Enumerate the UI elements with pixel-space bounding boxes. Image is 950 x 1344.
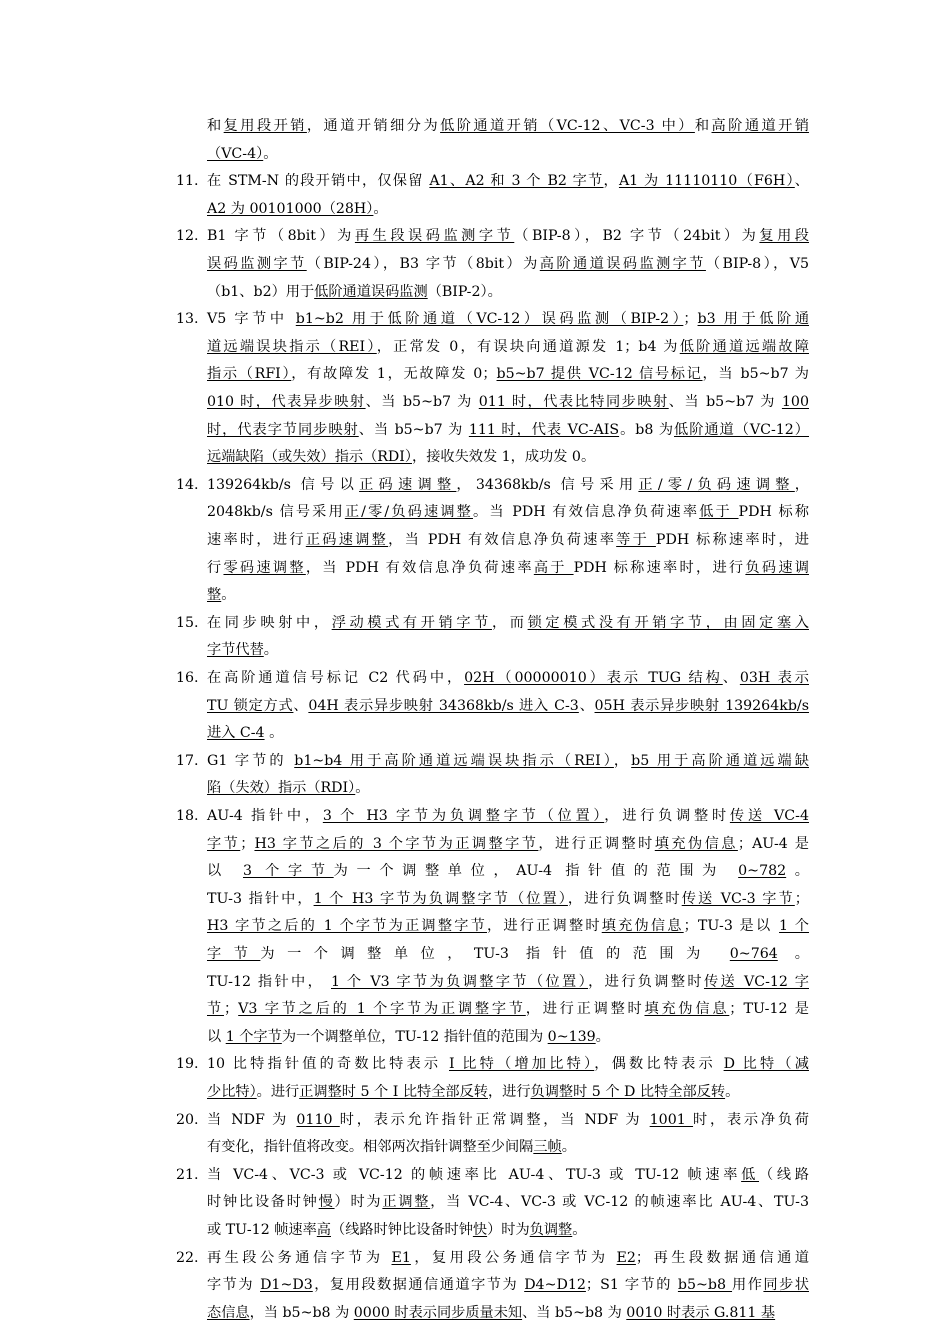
text-run: 当 VC-4、VC-3 或 VC-12 的帧速率比 AU-4、TU-3 或 TU-12 帧速率 [207, 1166, 742, 1183]
text-run: 有变化，指针值将改变。相邻两次指针调整至少间隔 [207, 1139, 534, 1156]
text-run: 行 [207, 559, 224, 576]
text-run: ，当 PDH 有效信息净负荷速率 [305, 559, 534, 576]
underlined-term: 正码速调整 [305, 532, 389, 548]
text-run: 。当 PDH 有效信息净负荷速率 [472, 504, 700, 521]
text-run: 2048kb/s 信号采用 [207, 504, 345, 521]
text-line [207, 254, 809, 274]
text-run: 再生段公务通信字节为 [207, 1249, 392, 1266]
underlined-term: b1~b2 用于低阶通道（VC-12）误码监测（BIP-2） [295, 311, 684, 328]
text-line [207, 1303, 809, 1323]
text-run: 当 NDF 为 [207, 1111, 297, 1128]
list-item-number: 21. [176, 1166, 199, 1183]
underlined-term: 浮动模式有开销字节 [331, 614, 492, 631]
text-line [207, 861, 809, 881]
underlined-term: 03H 表示 [739, 670, 809, 686]
underlined-term: A1 为 11110110（F6H） [618, 173, 795, 190]
text-line [207, 1165, 809, 1185]
text-line [207, 116, 809, 136]
underlined-term: I 比特（增加比特） [449, 1056, 595, 1073]
underlined-term: TU 锁定方式 [207, 697, 294, 714]
list-item-number: 20. [176, 1111, 199, 1128]
underlined-term: 复用段开销 [223, 118, 307, 134]
list-item-number: 14. [176, 476, 199, 493]
underlined-term: 高阶通道误码监测字节 [539, 256, 706, 272]
underlined-term: 慢 [318, 1194, 335, 1211]
underlined-term: D 比特（减 [723, 1056, 809, 1073]
underlined-term: 远端缺陷（或失效）指示（RDI） [207, 449, 412, 466]
text-run: （b1、b2）用于 [207, 283, 315, 300]
text-run: TU-12 指针中， [207, 973, 331, 990]
underlined-term: 节 [207, 1001, 224, 1018]
text-run: 用作 [732, 1277, 764, 1294]
underlined-term: 陷（失效）指示（RDI） [207, 780, 356, 797]
underlined-term: （VC-4） [207, 145, 264, 162]
text-run: 、当 b5~b7 为 [365, 394, 479, 410]
text-run: ，而 [491, 614, 528, 631]
text-run: 139264kb/s 信号以 [207, 476, 360, 493]
text-run: 为一个调整单位，TU-12 指针值的范围为 [281, 1028, 548, 1045]
underlined-term: 负调整时 5 个 D 比特全部反转 [530, 1084, 726, 1100]
underlined-term: 锁定模式没有开销字节，由固定塞入 [527, 614, 809, 631]
underlined-term: 05H 表示异步映射 139264kb/s [594, 697, 809, 714]
underlined-term: 低阶通道开销（VC-12、VC-3 中） [440, 118, 695, 134]
text-line [207, 1110, 809, 1130]
underlined-term: 指示（RFI） [207, 366, 292, 383]
text-run: PDH 标称速率时，进行 [573, 559, 746, 576]
text-line [207, 199, 809, 219]
text-line [207, 751, 809, 771]
text-run: G1 字节的 [207, 752, 295, 769]
text-line [207, 834, 809, 854]
text-run: 在 STM-N 的段开销中，仅保留 [207, 173, 430, 190]
underlined-term: 同步状 [763, 1277, 809, 1294]
underlined-term: 0010 时表示 G.811 基 [626, 1304, 776, 1321]
list-item-number: 19. [176, 1056, 199, 1073]
underlined-term: A1、A2 和 3 个 B2 字节 [429, 173, 604, 190]
text-run: 、当 b5~b8 为 [522, 1304, 627, 1321]
text-run: ；再生段数据通信通道 [635, 1249, 809, 1266]
list-item-number: 15. [176, 614, 199, 631]
underlined-term: 负调整 [529, 1222, 573, 1238]
text-line [207, 723, 809, 743]
text-line [207, 1054, 809, 1074]
underlined-term: V3 字节之后的 1 个字节为正调整字节 [238, 1001, 526, 1018]
text-line [207, 944, 809, 964]
text-run: 时钟比设备时钟 [207, 1194, 319, 1211]
text-line [207, 392, 809, 412]
text-line [207, 916, 809, 936]
text-run: ， [603, 173, 619, 190]
underlined-term: E1 [391, 1249, 411, 1266]
underlined-term: 低阶通道（VC-12） [674, 421, 809, 438]
text-run: 。 [355, 780, 370, 797]
underlined-term: 传送 VC-4 [729, 808, 809, 824]
underlined-term: D1~D3 [260, 1277, 313, 1294]
underlined-term: 1 个 [779, 918, 809, 935]
text-line [207, 1220, 809, 1240]
underlined-term: b1~b4 用于高阶通道远端误块指示（REI） [294, 752, 614, 769]
list-item-number: 16. [176, 670, 199, 686]
underlined-term: 填充伪信息 [644, 1001, 730, 1018]
underlined-term: 传送 VC-12 字 [703, 973, 809, 990]
text-run: 和 [694, 118, 712, 134]
text-run: 。 [777, 946, 809, 962]
text-line [207, 806, 809, 826]
underlined-term: 等于 [616, 532, 656, 548]
text-run: ，正常发 0，有误块向通道源发 1；b4 为 [376, 338, 680, 355]
text-run: 10 比特指针值的奇数比特表示 [207, 1056, 449, 1073]
text-run: 、 [578, 697, 595, 714]
underlined-term: 道远端误块指示（REI） [207, 338, 377, 355]
underlined-term: b5~b7 提供 VC-12 信号标记 [496, 366, 703, 383]
underlined-term: 字节 [207, 835, 241, 852]
text-run: 。 [264, 725, 284, 742]
text-run: ，复用段公务通信字节为 [410, 1249, 617, 1266]
text-run: （线路时钟比设备时钟 [331, 1222, 473, 1238]
underlined-term: 1001 [649, 1111, 694, 1128]
text-line [207, 502, 809, 522]
text-run: ； [683, 311, 698, 328]
underlined-term: 0~139 [547, 1028, 596, 1045]
text-run: 。 [595, 1028, 610, 1045]
underlined-term: E2 [616, 1249, 636, 1266]
text-line [207, 889, 809, 909]
text-run: （线路 [759, 1166, 809, 1183]
text-line [207, 144, 809, 164]
text-line [207, 171, 809, 191]
text-run: AU-4 指针中， [207, 808, 323, 824]
text-run: ，进行正调整时 [538, 835, 655, 852]
text-run: （BIP-2）。 [427, 283, 502, 300]
text-run: ，进行正调整时 [487, 918, 602, 935]
text-run: ；TU-12 是 [729, 1001, 809, 1018]
underlined-term: 3 个字节 [242, 863, 334, 880]
text-line [207, 640, 809, 660]
text-run: 、 [722, 670, 740, 686]
text-run: TU-3 指针中， [207, 890, 314, 907]
underlined-term: 负码速调 [745, 559, 809, 576]
underlined-term: 0~782 [738, 863, 787, 880]
text-line [207, 282, 809, 302]
underlined-term: 时，代表字节同步映射 [207, 421, 359, 438]
text-line [207, 613, 809, 633]
underlined-term: 正/零/负码速调整 [638, 476, 795, 493]
text-run: ，34368kb/s 信号采用 [456, 476, 639, 493]
underlined-term: 1 个 V3 字节为负调整字节（位置） [331, 973, 589, 990]
text-line [207, 778, 809, 798]
text-run: ；TU-3 是以 [683, 918, 780, 935]
text-line [207, 447, 809, 467]
text-run: ，当 b5~b7 为 [702, 366, 809, 383]
list-item-number: 17. [176, 752, 199, 769]
underlined-term: 误码监测字节 [207, 256, 307, 272]
text-run: ， [794, 476, 809, 493]
text-run: ，当 PDH 有效信息净负荷速率 [388, 532, 617, 548]
text-run: （BIP-8），B2 字节（24bit）为 [514, 228, 760, 245]
underlined-term: 111 时，代表 VC-AIS [468, 421, 620, 438]
underlined-term: H3 字节之后的 1 个字节为正调整字节 [207, 918, 487, 935]
text-line [207, 585, 809, 605]
list-item-number: 12. [176, 228, 199, 245]
underlined-term: 字节代替 [207, 642, 264, 659]
underlined-term: 3 个 H3 字节为负调整字节（位置） [322, 808, 605, 824]
text-line [207, 972, 809, 992]
text-line [207, 337, 809, 357]
underlined-term: 1 个 H3 字节为负调整字节（位置） [313, 890, 568, 907]
text-run: ，接收失效发 1，成功发 0。 [412, 449, 596, 466]
text-line [207, 1082, 809, 1102]
underlined-term: 再生段误码监测字节 [354, 228, 515, 245]
text-run: ，复用段数据通信通道字节为 [312, 1277, 525, 1294]
text-run: （BIP-24），B3 字节（8bit）为 [306, 256, 540, 272]
text-line [207, 1275, 809, 1295]
underlined-term: 态信息 [207, 1304, 250, 1321]
text-run: 时，表示允许指针正常调整，当 NDF 为 [339, 1111, 650, 1128]
text-run: 以 [207, 1028, 226, 1045]
list-item-number: 11. [176, 173, 199, 190]
underlined-term: 1 个字节 [225, 1028, 282, 1045]
text-run: 为一个调整单位，TU-3 指针值的范围为 [260, 946, 730, 962]
text-run: （BIP-8），V5 [705, 256, 809, 272]
text-line [207, 558, 809, 578]
text-run: 在高阶通道信号标记 C2 代码中， [207, 670, 465, 686]
text-line [207, 309, 809, 329]
text-run: 时，表示净负荷 [693, 1111, 809, 1128]
text-run: ； [240, 835, 255, 852]
text-run: 。 [263, 642, 278, 659]
text-run: PDH 标称速率时，进 [655, 532, 809, 548]
underlined-term: 整 [207, 587, 222, 604]
underlined-term: b5 用于高阶通道远端缺 [631, 752, 809, 769]
underlined-term: 填充伪信息 [654, 835, 738, 852]
text-run: ，进行负调整时 [567, 890, 682, 907]
text-line [207, 696, 809, 716]
text-line [207, 364, 809, 384]
underlined-term: H3 字节之后的 3 个字节为正调整字节 [254, 835, 539, 852]
text-run: 。进行 [256, 1084, 300, 1100]
text-run: 。 [263, 145, 278, 162]
text-run: ，当 b5~b8 为 [249, 1304, 354, 1321]
text-run: ）时为 [334, 1194, 383, 1211]
text-run: 。 [725, 1084, 740, 1100]
underlined-term: 100 [781, 394, 809, 410]
text-run: 。 [373, 200, 388, 217]
underlined-term: 进入 C-4 [207, 725, 265, 742]
text-run: 和 [207, 118, 224, 134]
text-run: ，有故障发 1，无故障发 0； [291, 366, 497, 383]
text-run: 。 [786, 863, 809, 880]
text-line [207, 1248, 809, 1268]
underlined-term: 高于 [533, 559, 574, 576]
text-run: 为一个调整单位，AU-4 指针值的范围为 [333, 863, 739, 880]
text-run: B1 字节（8bit）为 [207, 228, 355, 245]
text-line [207, 420, 809, 440]
underlined-term: 传送 VC-3 字节 [681, 890, 795, 907]
underlined-term: 高阶通道开销 [711, 118, 809, 134]
text-run: 以 [207, 863, 243, 880]
text-run: 。b8 为 [619, 421, 675, 438]
text-run: ，进行 [487, 1084, 531, 1100]
text-run: 或 TU-12 帧速率 [207, 1222, 317, 1238]
text-run: ； [223, 1001, 239, 1018]
underlined-term: 低阶通道误码监测 [314, 283, 428, 300]
list-item-number: 13. [176, 311, 199, 328]
text-run: 在同步映射中， [207, 614, 332, 631]
underlined-term: 快 [472, 1222, 488, 1238]
underlined-term: 三帧 [533, 1139, 562, 1156]
underlined-term: 02H（00000010）表示 TUG 结构 [464, 670, 723, 686]
list-item-number: 18. [176, 808, 199, 824]
text-run: ，当 VC-4、VC-3 或 VC-12 的帧速率比 AU-4、TU-3 [430, 1194, 809, 1211]
text-run: ，偶数比特表示 [594, 1056, 724, 1073]
text-run: 字节为 [207, 1277, 261, 1294]
underlined-term: 复用段 [759, 228, 809, 245]
text-line [207, 475, 809, 495]
text-line [207, 226, 809, 246]
list-item-number: 22. [176, 1249, 199, 1266]
text-line [207, 1192, 809, 1212]
text-run: 。 [221, 587, 236, 604]
text-run: ，进行负调整时 [588, 973, 704, 990]
text-run: ，进行负调整时 [604, 808, 730, 824]
underlined-term: 填充伪信息 [601, 918, 684, 935]
underlined-term: 0000 时表示同步质量未知 [353, 1304, 523, 1321]
underlined-term: A2 为 00101000（28H） [207, 200, 374, 217]
underlined-term: 正调整 [382, 1194, 431, 1211]
text-run: ； [794, 890, 809, 907]
text-line [207, 668, 809, 688]
underlined-term: 010 时，代表异步映射 [207, 394, 366, 410]
text-run: ，通道开销细分为 [306, 118, 441, 134]
text-run: 。 [572, 1222, 587, 1238]
underlined-term: 低 [741, 1166, 760, 1183]
text-run: V5 字节中 [207, 311, 296, 328]
underlined-term: 低阶通道远端故障 [679, 338, 809, 355]
underlined-term: D4~D12 [524, 1277, 586, 1294]
text-line [207, 1137, 809, 1157]
text-run: 、 [293, 697, 309, 714]
underlined-term: 0~764 [729, 946, 778, 962]
underlined-term: 正/零/负码速调整 [344, 504, 473, 521]
text-run: 速率时，进行 [207, 532, 306, 548]
underlined-term: b5~b8 [677, 1277, 733, 1294]
underlined-term: 正调整时 5 个 I 比特全部反转 [299, 1084, 488, 1100]
underlined-term: 正码速调整 [359, 476, 457, 493]
underlined-term: 字节 [207, 946, 261, 962]
text-run: ）时为 [487, 1222, 530, 1238]
underlined-term: 0110 [296, 1111, 340, 1128]
text-line [207, 1027, 809, 1047]
text-run: ， [613, 752, 632, 769]
text-line [207, 530, 809, 550]
text-run: 、当 b5~b7 为 [358, 421, 469, 438]
underlined-term: b3 用于低阶通 [697, 311, 810, 328]
underlined-term: 零码速调整 [223, 559, 306, 576]
underlined-term: 少比特） [207, 1084, 257, 1100]
underlined-term: 高 [316, 1222, 331, 1238]
text-run: 、 [794, 173, 809, 190]
text-run: 。 [561, 1139, 576, 1156]
text-line [207, 999, 809, 1019]
underlined-term: 低于 [699, 504, 739, 521]
underlined-term: 011 时，代表比特同步映射 [478, 394, 669, 410]
text-run: 、当 b5~b7 为 [668, 394, 782, 410]
text-run: ；S1 字节的 [585, 1277, 678, 1294]
underlined-term: 04H 表示异步映射 34368kb/s 进入 C-3 [308, 697, 579, 714]
text-run: ；AU-4 是 [737, 835, 809, 852]
text-run: PDH 标称 [738, 504, 809, 521]
text-run: ，进行正调整时 [525, 1001, 645, 1018]
